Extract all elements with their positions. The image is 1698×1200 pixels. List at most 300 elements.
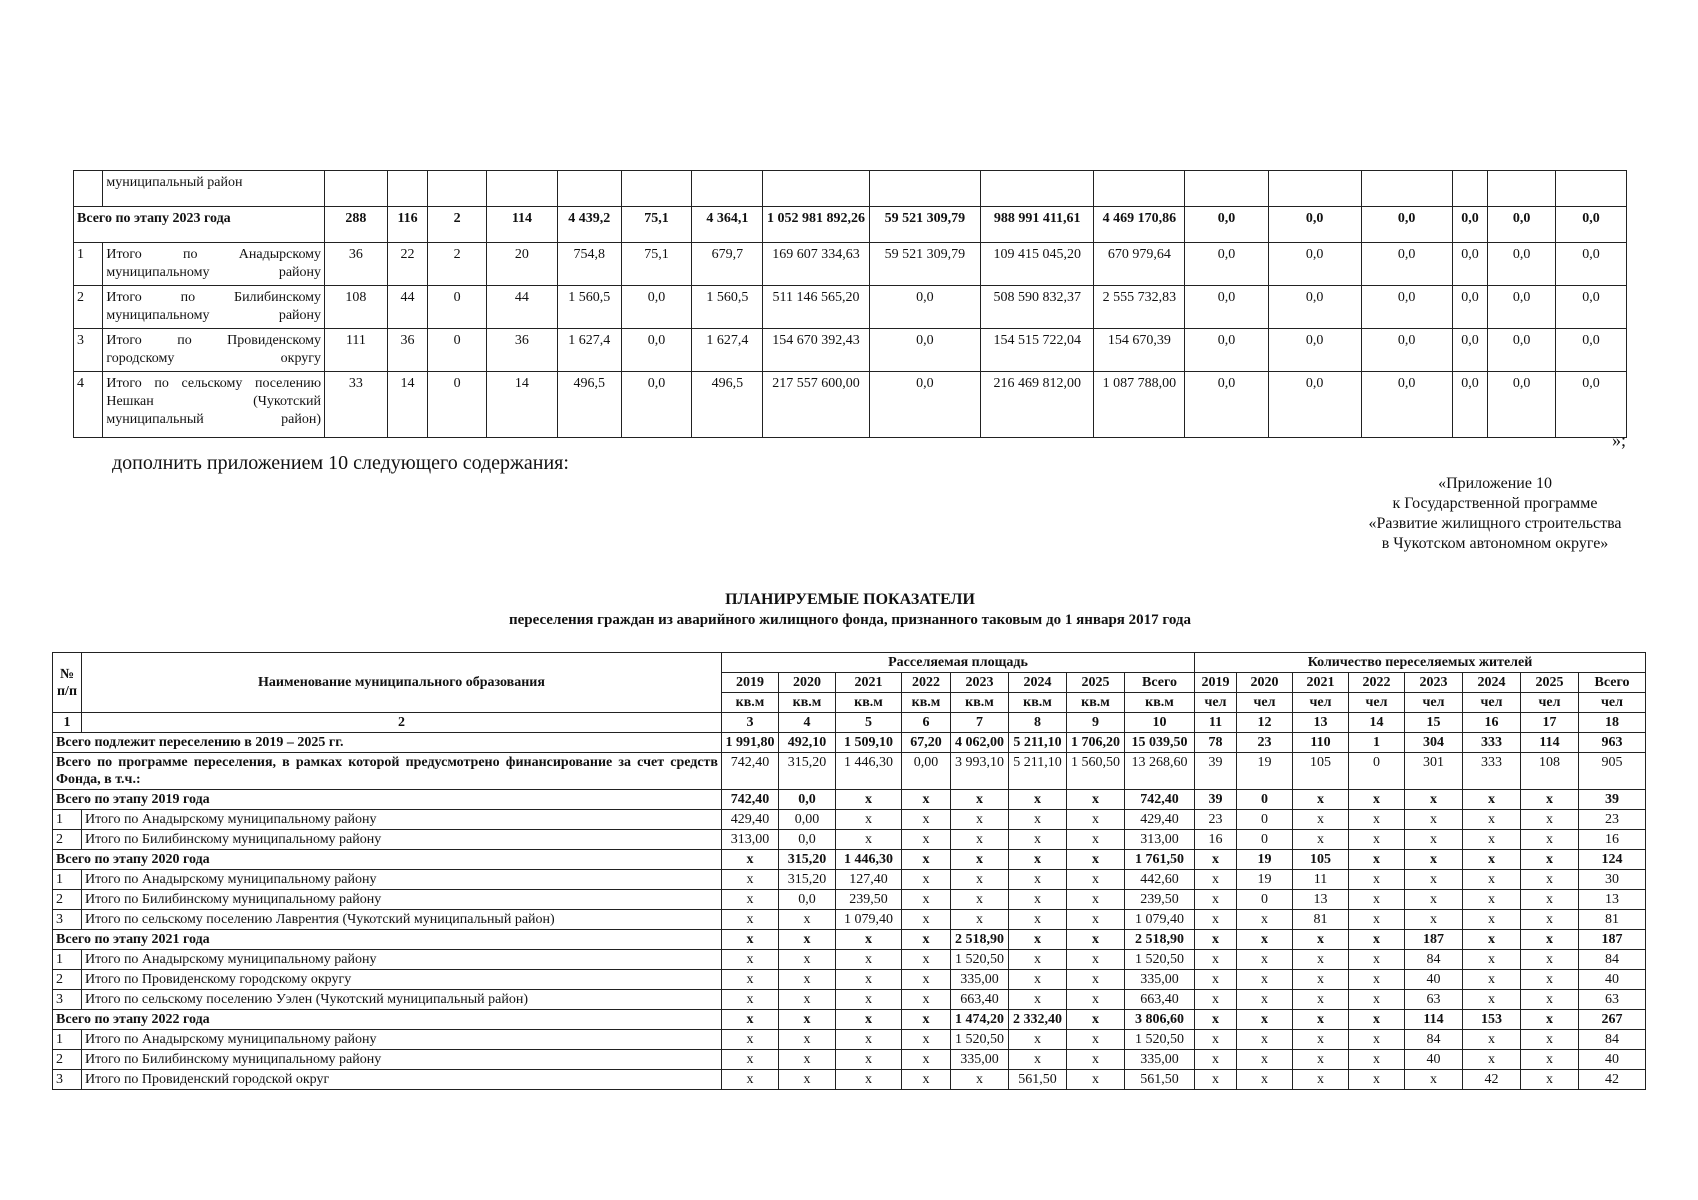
value-cell: х [1405, 870, 1463, 890]
value-cell: х [1521, 910, 1579, 930]
header-year-people: 2023 [1405, 673, 1463, 693]
value-cell: 0,0 [1555, 372, 1626, 438]
header-year-area: 2021 [836, 673, 902, 693]
value-cell: 0,0 [621, 372, 692, 438]
header-year-people: Всего [1579, 673, 1646, 693]
value-cell: х [1195, 910, 1237, 930]
value-cell: х [1349, 1010, 1405, 1030]
value-cell: х [1009, 910, 1067, 930]
value-cell: 301 [1405, 753, 1463, 790]
value-cell: 39 [1579, 790, 1646, 810]
empty-cell [1268, 171, 1361, 207]
value-cell: х [1405, 850, 1463, 870]
value-cell: х [1521, 1030, 1579, 1050]
value-cell: 0,0 [779, 790, 836, 810]
document-title: ПЛАНИРУЕМЫЕ ПОКАЗАТЕЛИ [725, 591, 975, 608]
value-cell: х [1521, 850, 1579, 870]
value-cell: х [722, 990, 779, 1010]
value-cell: 742,40 [722, 790, 779, 810]
empty-cell [1185, 171, 1268, 207]
value-cell: х [722, 1050, 779, 1070]
row-label: Итого по Билибинскому муниципальному району [82, 1050, 722, 1070]
row-number: 2 [53, 970, 82, 990]
value-cell: х [1293, 790, 1349, 810]
value-cell: 67,20 [902, 733, 951, 753]
value-cell: 124 [1579, 850, 1646, 870]
value-cell: 187 [1405, 930, 1463, 950]
value-cell: х [1349, 950, 1405, 970]
value-cell: х [836, 970, 902, 990]
value-cell: 670 979,64 [1094, 243, 1185, 286]
value-cell: 0,0 [1555, 243, 1626, 286]
value-cell: 39 [1195, 790, 1237, 810]
value-cell: 13 [1293, 890, 1349, 910]
district-row [74, 243, 1627, 286]
value-cell: х [951, 910, 1009, 930]
value-cell: х [1463, 870, 1521, 890]
value-cell: 1 509,10 [836, 733, 902, 753]
value-cell: х [1009, 790, 1067, 810]
district-name: Итого по сельскому поселению Нешкан (Чукотский муниципальный район) [103, 372, 325, 438]
value-cell: 0,0 [1452, 243, 1487, 286]
value-cell: 1 446,30 [836, 753, 902, 790]
value-cell: 40 [1405, 1050, 1463, 1070]
value-cell: 1 560,5 [557, 286, 621, 329]
header-column-number: 18 [1579, 713, 1646, 733]
value-cell: 1 560,50 [1067, 753, 1125, 790]
header-unit-area: кв.м [1009, 693, 1067, 713]
planned-indicators-table [52, 652, 1646, 1090]
stage-2023-row [74, 207, 1627, 243]
value-cell: х [722, 890, 779, 910]
value-cell: 1 446,30 [836, 850, 902, 870]
value-cell: х [1237, 1070, 1293, 1090]
header-unit-people: чел [1463, 693, 1521, 713]
value-cell: х [1237, 950, 1293, 970]
value-cell: х [902, 890, 951, 910]
appendix-line: «Приложение 10 [1438, 475, 1552, 492]
value-cell: 84 [1405, 950, 1463, 970]
value-cell: х [1293, 830, 1349, 850]
value-cell: х [1067, 1050, 1125, 1070]
value-cell: 42 [1463, 1070, 1521, 1090]
value-cell: 14 [387, 372, 427, 438]
value-cell: х [951, 890, 1009, 910]
value-cell: 84 [1405, 1030, 1463, 1050]
value-cell: х [1195, 850, 1237, 870]
value-cell: 0,0 [869, 286, 980, 329]
value-cell: 105 [1293, 753, 1349, 790]
value-cell: х [1067, 790, 1125, 810]
value-cell: х [1349, 1030, 1405, 1050]
header-unit-area: кв.м [1125, 693, 1195, 713]
value-cell: 1 [1349, 733, 1405, 753]
district-name: Итого по Анадырскому муниципальному району [103, 243, 325, 286]
value-cell: х [1521, 990, 1579, 1010]
value-cell: 905 [1579, 753, 1646, 790]
value-cell: 187 [1579, 930, 1646, 950]
value-cell: 0,0 [1268, 243, 1361, 286]
header-year-people: 2020 [1237, 673, 1293, 693]
header-year-people: 2024 [1463, 673, 1521, 693]
value-cell: 108 [1521, 753, 1579, 790]
value-cell: х [1009, 850, 1067, 870]
value-cell: х [722, 1010, 779, 1030]
header-column-number: 12 [1237, 713, 1293, 733]
value-cell: 0 [1349, 753, 1405, 790]
value-cell: 36 [487, 329, 558, 372]
value-cell: 40 [1579, 1050, 1646, 1070]
value-cell: х [722, 1030, 779, 1050]
header-year-area: 2019 [722, 673, 779, 693]
value-cell: 0 [428, 329, 487, 372]
value-cell: х [1349, 1050, 1405, 1070]
empty-cell [692, 171, 763, 207]
value-cell: х [1009, 830, 1067, 850]
value-cell: х [1195, 1070, 1237, 1090]
value-cell: х [902, 1050, 951, 1070]
value-cell: 0,0 [1185, 207, 1268, 243]
header-group-people: Количество переселяемых жителей [1195, 653, 1646, 673]
value-cell: х [1009, 810, 1067, 830]
value-cell: х [836, 790, 902, 810]
value-cell: х [1349, 870, 1405, 890]
continuation-first-row [74, 171, 1627, 207]
value-cell: 335,00 [951, 970, 1009, 990]
value-cell: х [1195, 870, 1237, 890]
value-cell: х [1349, 890, 1405, 910]
header-year-people: 2021 [1293, 673, 1349, 693]
value-cell: 23 [1237, 733, 1293, 753]
value-cell: х [1293, 810, 1349, 830]
value-cell: х [1521, 790, 1579, 810]
value-cell: х [1293, 1070, 1349, 1090]
value-cell: 0,0 [1361, 286, 1452, 329]
header-column-number: 7 [951, 713, 1009, 733]
value-cell: х [1349, 830, 1405, 850]
value-cell: х [1521, 930, 1579, 950]
header-year-area: 2023 [951, 673, 1009, 693]
value-cell: х [722, 910, 779, 930]
value-cell: х [902, 1070, 951, 1090]
value-cell: х [1237, 970, 1293, 990]
value-cell: 0,0 [1268, 372, 1361, 438]
value-cell: 154 670 392,43 [763, 329, 869, 372]
value-cell: 1 079,40 [836, 910, 902, 930]
value-cell: х [1067, 990, 1125, 1010]
value-cell: 1 761,50 [1125, 850, 1195, 870]
header-column-number: 2 [82, 713, 722, 733]
value-cell: х [1293, 950, 1349, 970]
row-label: Итого по Анадырскому муниципальному району [82, 810, 722, 830]
value-cell: х [951, 870, 1009, 890]
header-year-area: 2020 [779, 673, 836, 693]
row-label: Итого по Провиденский городской округ [82, 1070, 722, 1090]
value-cell: х [902, 970, 951, 990]
row-label: Итого по Анадырскому муниципальному району [82, 1030, 722, 1050]
value-cell: х [1521, 830, 1579, 850]
value-cell: х [779, 1050, 836, 1070]
value-cell: х [1521, 1050, 1579, 1070]
value-cell: х [902, 930, 951, 950]
value-cell: 313,00 [722, 830, 779, 850]
header-column-number: 15 [1405, 713, 1463, 733]
row-number: 2 [53, 1050, 82, 1070]
item-row [53, 950, 1646, 970]
value-cell: 1 627,4 [692, 329, 763, 372]
value-cell: 0 [1237, 830, 1293, 850]
value-cell: 0,0 [1488, 372, 1556, 438]
row-number: 1 [53, 810, 82, 830]
value-cell: 0,0 [1488, 286, 1556, 329]
value-cell: 0 [428, 372, 487, 438]
value-cell: 217 557 600,00 [763, 372, 869, 438]
value-cell: х [1405, 790, 1463, 810]
row-label: Всего по этапу 2021 года [53, 930, 722, 950]
value-cell: 1 520,50 [951, 1030, 1009, 1050]
value-cell: х [1521, 1070, 1579, 1090]
row-number: 2 [53, 830, 82, 850]
value-cell: 0,0 [1361, 207, 1452, 243]
value-cell: х [1067, 890, 1125, 910]
value-cell: х [902, 1010, 951, 1030]
value-cell: 40 [1579, 970, 1646, 990]
value-cell: 0,0 [1361, 329, 1452, 372]
value-cell: 333 [1463, 733, 1521, 753]
value-cell: х [1237, 1010, 1293, 1030]
value-cell: 2 555 732,83 [1094, 286, 1185, 329]
value-cell: 3 993,10 [951, 753, 1009, 790]
value-cell: х [779, 910, 836, 930]
header-year-area: 2025 [1067, 673, 1125, 693]
value-cell: 1 520,50 [1125, 950, 1195, 970]
appendix-line: «Развитие жилищного строительства [1368, 515, 1622, 532]
value-cell: 4 062,00 [951, 733, 1009, 753]
row-label: Всего по этапу 2019 года [53, 790, 722, 810]
value-cell: 442,60 [1125, 870, 1195, 890]
value-cell: 23 [1579, 810, 1646, 830]
row-label: Всего по этапу 2022 года [53, 1010, 722, 1030]
value-cell: х [1349, 1070, 1405, 1090]
value-cell: х [902, 910, 951, 930]
value-cell: х [1349, 910, 1405, 930]
value-cell: 19 [1237, 850, 1293, 870]
header-column-number: 11 [1195, 713, 1237, 733]
value-cell: х [1067, 1030, 1125, 1050]
item-row [53, 890, 1646, 910]
value-cell: х [1009, 890, 1067, 910]
value-cell: 663,40 [1125, 990, 1195, 1010]
value-cell: 0,0 [1185, 372, 1268, 438]
stage-label: Всего по этапу 2023 года [74, 207, 325, 243]
value-cell: х [1195, 1030, 1237, 1050]
value-cell: 742,40 [722, 753, 779, 790]
value-cell: 13 [1579, 890, 1646, 910]
value-cell: х [1195, 930, 1237, 950]
row-label: Всего по этапу 2020 года [53, 850, 722, 870]
value-cell: 1 706,20 [1067, 733, 1125, 753]
value-cell: х [1009, 970, 1067, 990]
header-year-area: 2024 [1009, 673, 1067, 693]
header-unit-area: кв.м [722, 693, 779, 713]
value-cell: 4 469 170,86 [1094, 207, 1185, 243]
value-cell: х [902, 1030, 951, 1050]
value-cell: 116 [387, 207, 427, 243]
value-cell: 1 991,80 [722, 733, 779, 753]
value-cell: 429,40 [1125, 810, 1195, 830]
row-number: 3 [53, 990, 82, 1010]
value-cell: 333 [1463, 753, 1521, 790]
header-column-number: 10 [1125, 713, 1195, 733]
document-subtitle: переселения граждан из аварийного жилищного фонда, признанного таковым до 1 января 2017 года [508, 612, 1192, 628]
value-cell: 59 521 309,79 [869, 207, 980, 243]
value-cell: х [1463, 890, 1521, 910]
value-cell: 0,0 [779, 890, 836, 910]
value-cell: 78 [1195, 733, 1237, 753]
empty-cell [763, 171, 869, 207]
value-cell: х [779, 970, 836, 990]
value-cell: х [779, 1030, 836, 1050]
header-unit-people: чел [1521, 693, 1579, 713]
value-cell: 0 [1237, 890, 1293, 910]
header-year-people: 2022 [1349, 673, 1405, 693]
empty-cell [1452, 171, 1487, 207]
district-name: Итого по Билибинскому муниципальному району [103, 286, 325, 329]
header-unit-people: чел [1579, 693, 1646, 713]
value-cell: 4 439,2 [557, 207, 621, 243]
item-row [53, 970, 1646, 990]
value-cell: 315,20 [779, 850, 836, 870]
value-cell: 988 991 411,61 [981, 207, 1094, 243]
value-cell: 0,0 [1452, 372, 1487, 438]
value-cell: х [1405, 810, 1463, 830]
value-cell: х [951, 810, 1009, 830]
value-cell: х [779, 930, 836, 950]
total-row [53, 733, 1646, 753]
row-number: 1 [53, 870, 82, 890]
header-row-col-numbers [53, 713, 1646, 733]
empty-cell [1555, 171, 1626, 207]
value-cell: 0,0 [1452, 286, 1487, 329]
item-row [53, 910, 1646, 930]
value-cell: 0,0 [869, 329, 980, 372]
header-column-number: 4 [779, 713, 836, 733]
value-cell: 33 [325, 372, 388, 438]
header-unit-area: кв.м [1067, 693, 1125, 713]
value-cell: 16 [1579, 830, 1646, 850]
value-cell: х [1009, 1050, 1067, 1070]
stage-row [53, 850, 1646, 870]
item-row [53, 810, 1646, 830]
value-cell: 36 [387, 329, 427, 372]
row-label: Итого по Провиденскому городскому округу [82, 970, 722, 990]
value-cell: 84 [1579, 950, 1646, 970]
empty-cell [387, 171, 427, 207]
value-cell: х [1463, 950, 1521, 970]
continuation-table [73, 170, 1627, 438]
value-cell: 5 211,10 [1009, 753, 1067, 790]
value-cell: х [902, 830, 951, 850]
value-cell: х [722, 1070, 779, 1090]
value-cell: 0 [1237, 790, 1293, 810]
value-cell: х [1405, 890, 1463, 910]
value-cell: 239,50 [836, 890, 902, 910]
value-cell: 561,50 [1009, 1070, 1067, 1090]
header-unit-area: кв.м [951, 693, 1009, 713]
value-cell: х [1349, 850, 1405, 870]
value-cell: х [902, 850, 951, 870]
value-cell: 15 039,50 [1125, 733, 1195, 753]
value-cell: х [1067, 810, 1125, 830]
row-number: 1 [53, 1030, 82, 1050]
value-cell: х [779, 1010, 836, 1030]
header-num: № п/п [53, 653, 82, 713]
value-cell: 75,1 [621, 243, 692, 286]
value-cell: 22 [387, 243, 427, 286]
value-cell: 16 [1195, 830, 1237, 850]
value-cell: х [836, 830, 902, 850]
value-cell: 39 [1195, 753, 1237, 790]
row-label: Всего подлежит переселению в 2019 – 2025 гг. [53, 733, 722, 753]
empty-cell [621, 171, 692, 207]
value-cell: 63 [1405, 990, 1463, 1010]
value-cell: 154 515 722,04 [981, 329, 1094, 372]
value-cell: 19 [1237, 753, 1293, 790]
value-cell: х [1195, 1010, 1237, 1030]
stage-row [53, 930, 1646, 950]
header-name: Наименование муниципального образования [82, 653, 722, 713]
value-cell: 0,0 [1555, 207, 1626, 243]
value-cell: 108 [325, 286, 388, 329]
header-column-number: 13 [1293, 713, 1349, 733]
value-cell: 44 [487, 286, 558, 329]
value-cell: х [1521, 890, 1579, 910]
value-cell: 313,00 [1125, 830, 1195, 850]
value-cell: х [1463, 830, 1521, 850]
value-cell: 114 [487, 207, 558, 243]
value-cell: 496,5 [692, 372, 763, 438]
value-cell: 0,0 [621, 286, 692, 329]
value-cell: 0,0 [1361, 243, 1452, 286]
row-number: 2 [53, 890, 82, 910]
value-cell: 0,0 [1185, 329, 1268, 372]
value-cell: 216 469 812,00 [981, 372, 1094, 438]
value-cell: 1 079,40 [1125, 910, 1195, 930]
closing-quote-mark: »; [1612, 430, 1627, 450]
value-cell: х [1067, 1070, 1125, 1090]
header-column-number: 16 [1463, 713, 1521, 733]
value-cell: 0,0 [1488, 243, 1556, 286]
value-cell: х [722, 950, 779, 970]
value-cell: 2 [428, 207, 487, 243]
value-cell: х [902, 990, 951, 1010]
value-cell: 75,1 [621, 207, 692, 243]
value-cell: 1 520,50 [1125, 1030, 1195, 1050]
header-unit-area: кв.м [779, 693, 836, 713]
value-cell: 0,0 [779, 830, 836, 850]
value-cell: 0,0 [1185, 286, 1268, 329]
appendix-heading [1320, 474, 1670, 554]
value-cell: 315,20 [779, 753, 836, 790]
value-cell: х [722, 930, 779, 950]
value-cell: 0,00 [902, 753, 951, 790]
value-cell: х [1009, 1030, 1067, 1050]
value-cell: 0,0 [1488, 207, 1556, 243]
row-label: Итого по сельскому поселению Лаврентия (Чукотский муниципальный район) [82, 910, 722, 930]
value-cell: 105 [1293, 850, 1349, 870]
row-label: Всего по программе переселения, в рамках которой предусмотрено финансирование за счет средств Фонда, в т.ч.: [53, 753, 722, 790]
program-row [53, 753, 1646, 790]
